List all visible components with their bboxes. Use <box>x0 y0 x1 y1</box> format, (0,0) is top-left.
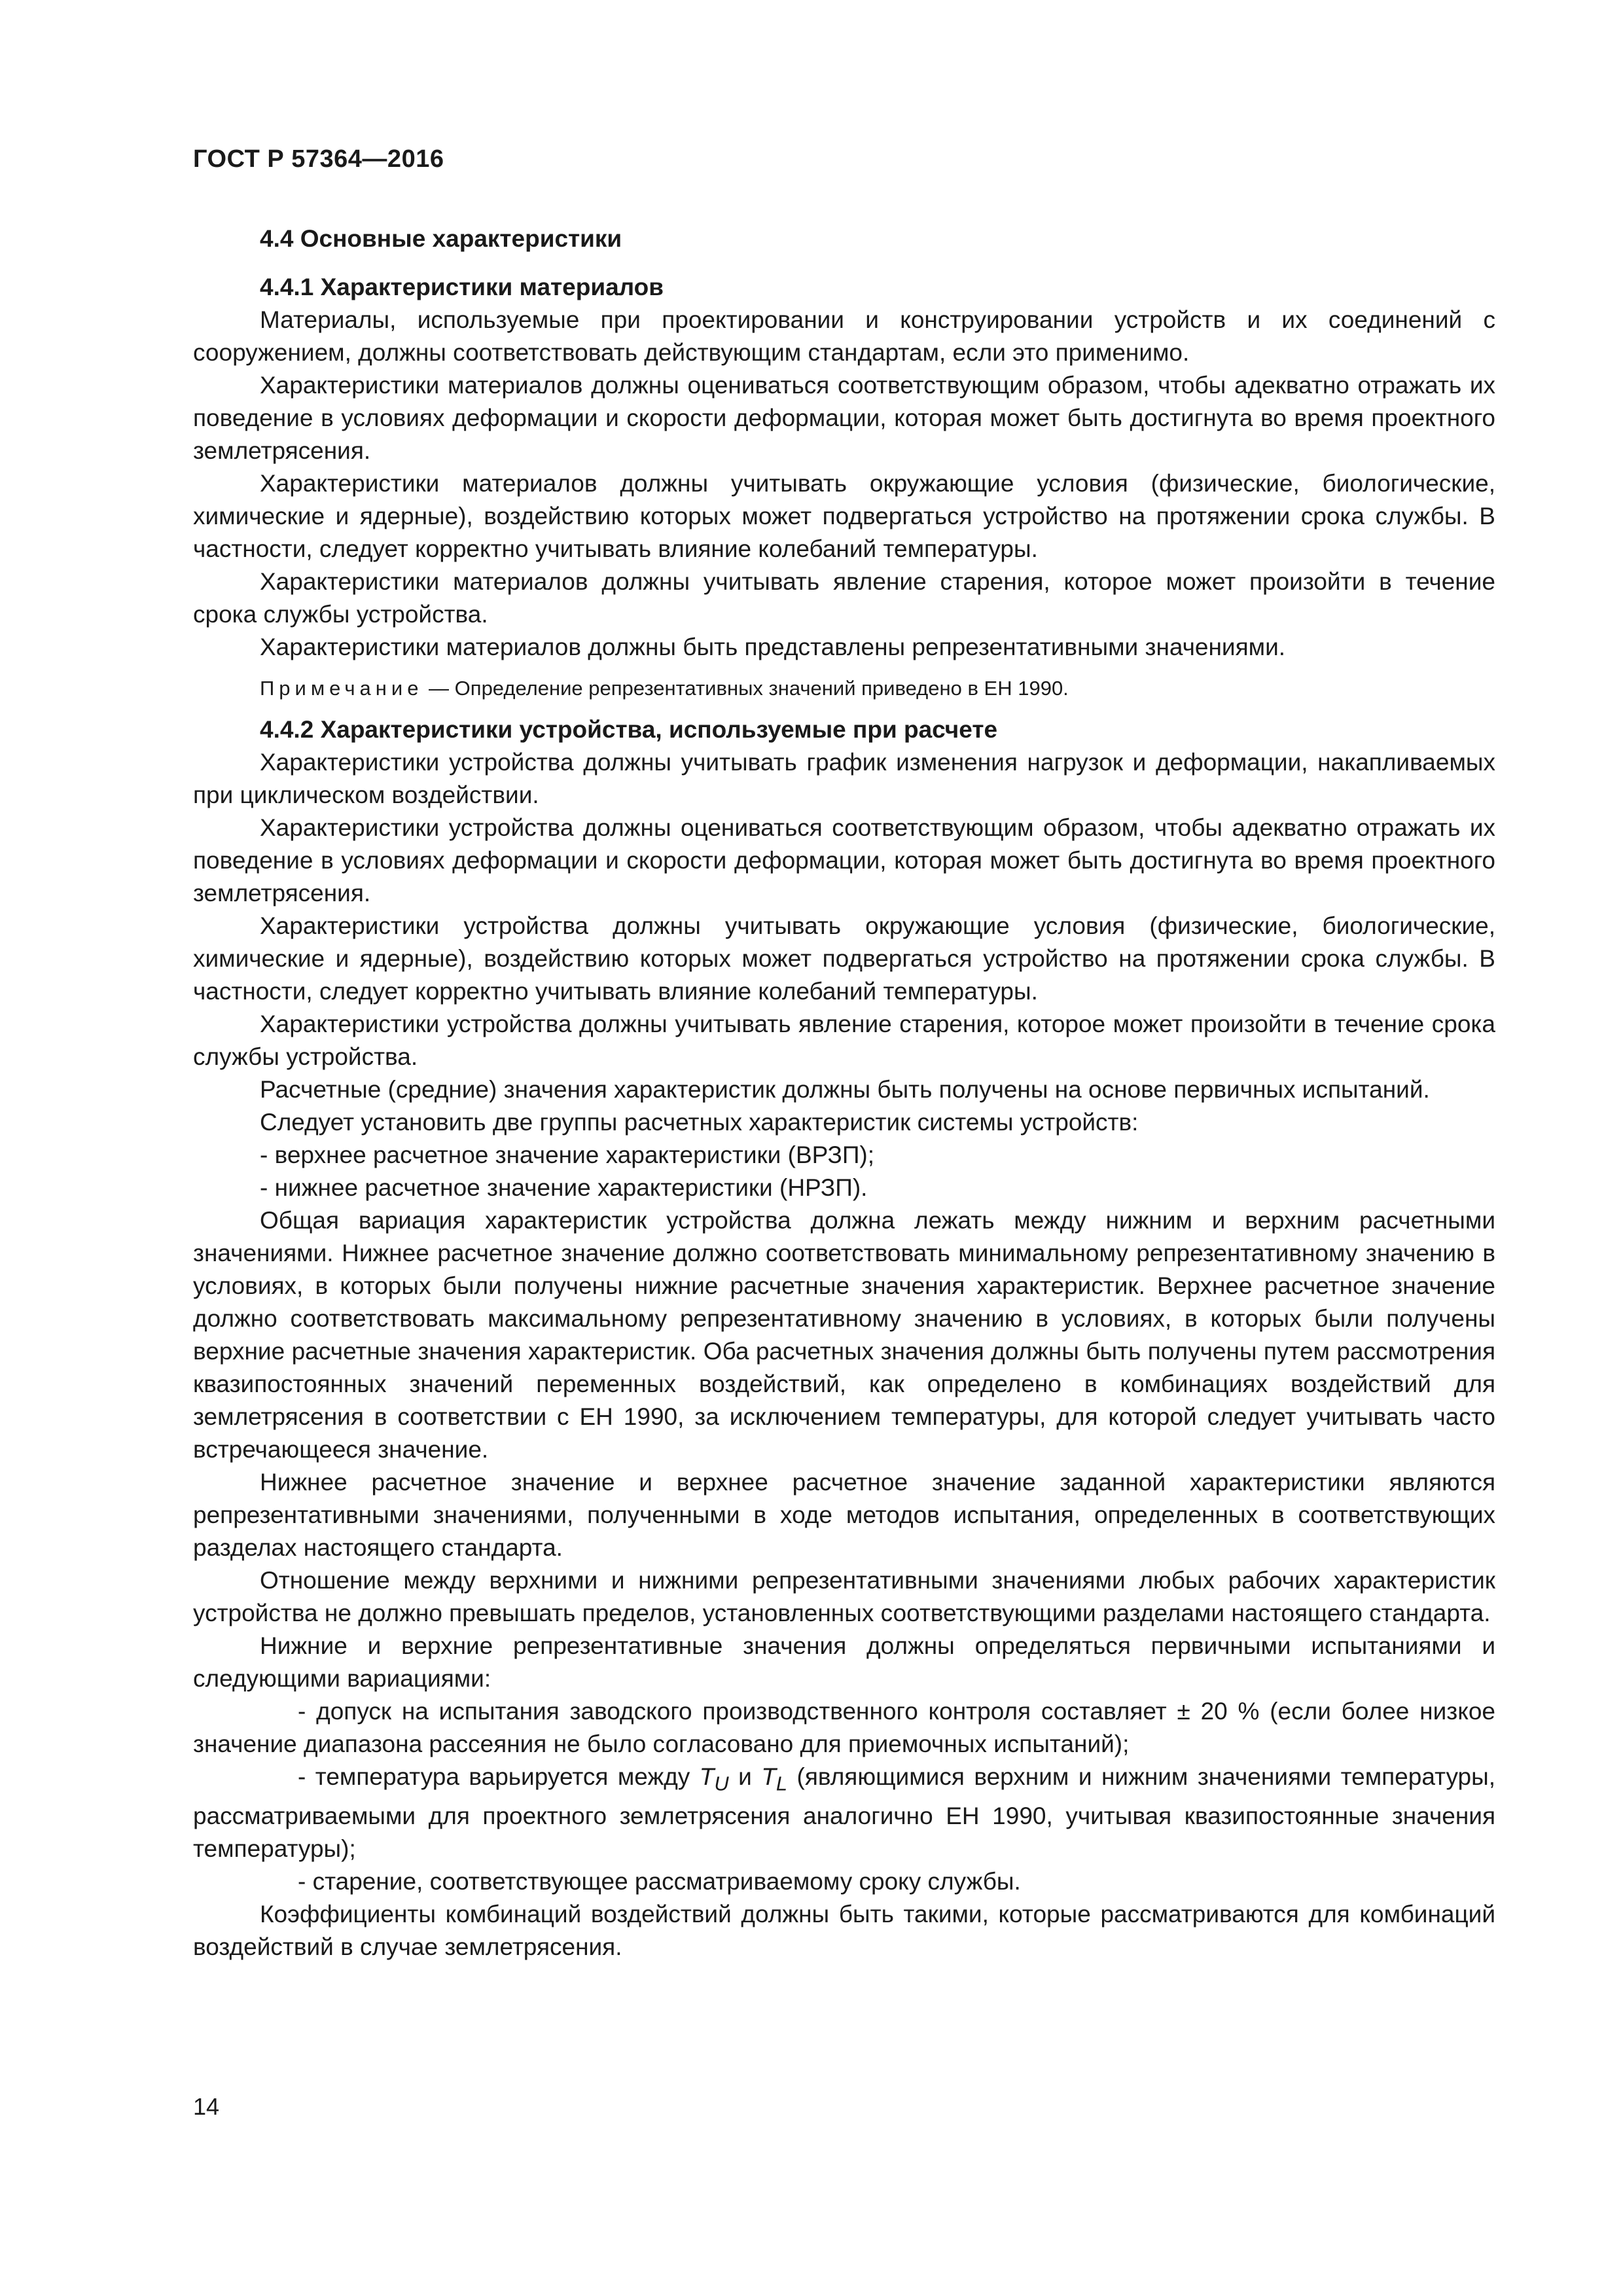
paragraph: Общая вариация характеристик устройства должна лежать между нижним и верхним расчетными значениями. Нижнее расчетное значение должно соответствовать минимальному репрезентативному значению в условиях, в которых были получены нижние расчетные значения характеристик. Верхнее расчетное значение должно соответствовать максимальному репрезентативному значению в условиях, в которых были получены верхние расчетные значения характеристик. Оба расчетных значения должны быть получены путем рассмотрения квазипостоянных значений переменных воздействий, как определено в комбинациях воздействий для землетрясения в соответствии с ЕН 1990, за исключением температуры, для которой следует учитывать часто встречающееся значение. <box>193 1207 1495 1463</box>
paragraph: Коэффициенты комбинаций воздействий должны быть такими, которые рассматриваются для комбинаций воздействий в случае землетрясения. <box>193 1901 1495 1961</box>
note <box>193 673 1495 704</box>
list-item-text: и <box>728 1763 762 1790</box>
paragraph: Нижнее расчетное значение и верхнее расчетное значение заданной характеристики являются репрезентативными значениями, полученными в ходе методов испытания, определенных в соответствующих разделах настоящего стандарта. <box>193 1469 1495 1561</box>
variable-subscript: L <box>776 1772 788 1795</box>
document-code-header: ГОСТ Р 57364—2016 <box>193 145 444 173</box>
subsection-title-device: 4.4.2 Характеристики устройства, используемые при расчете <box>260 716 998 743</box>
variable-t-upper <box>699 1763 729 1795</box>
paragraph: Расчетные (средние) значения характеристик должны быть получены на основе первичных испытаний. <box>260 1076 1430 1103</box>
note-label: Примечание <box>260 677 423 700</box>
list-item-text: (являющимися верхним и нижним значениями температуры, рассматриваемыми для проектного землетрясения аналогично ЕН 1990, учитывая квазипостоянные значения температуры); <box>193 1763 1495 1863</box>
paragraph: Характеристики материалов должны учитывать явление старения, которое может произойти в течение срока службы устройства. <box>193 568 1495 628</box>
paragraph: Отношение между верхними и нижними репрезентативными значениями любых рабочих характеристик устройства не должно превышать пределов, установленных соответствующими разделами настоящего стандарта. <box>193 1567 1495 1626</box>
list-item: - допуск на испытания заводского производственного контроля составляет ± 20 % (если более низкое значение диапазона рассеяния не было согласовано для приемочных испытаний); <box>193 1698 1495 1757</box>
paragraph: Характеристики устройства должны учитывать явление старения, которое может произойти в течение срока службы устройства. <box>193 1011 1495 1070</box>
paragraph: Характеристики устройства должны учитывать окружающие условия (физические, биологические, химические и ядерные), воздействию которых может подвергаться устройство на протяжении срока службы. В частности, следует корректно учитывать влияние колебаний температуры. <box>193 912 1495 1005</box>
note-text: — Определение репрезентативных значений приведено в ЕН 1990. <box>423 677 1069 700</box>
paragraph: Характеристики устройства должны оцениваться соответствующим образом, чтобы адекватно отражать их поведение в условиях деформации и скорости деформации, которая может быть достигнута во время проектного землетрясения. <box>193 814 1495 906</box>
list-item-text: - температура варьируется между <box>298 1763 700 1790</box>
paragraph: Следует установить две группы расчетных характеристик системы устройств: <box>260 1109 1139 1136</box>
paragraph: Характеристики материалов должны учитывать окружающие условия (физические, биологические, химические и ядерные), воздействию которых может подвергаться устройство на протяжении срока службы. В частности, следует корректно учитывать влияние колебаний температуры. <box>193 470 1495 562</box>
paragraph: Материалы, используемые при проектировании и конструировании устройств и их соединений с сооружением, должны соответствовать действующим стандартам, если это применимо. <box>193 306 1495 366</box>
variable-letter: T <box>699 1763 715 1790</box>
paragraph: Характеристики материалов должны быть представлены репрезентативными значениями. <box>260 634 1286 660</box>
variable-letter: T <box>761 1763 776 1790</box>
document-body <box>193 223 1495 1964</box>
variable-subscript: U <box>714 1772 729 1795</box>
list-item: - верхнее расчетное значение характеристики (ВРЗП); <box>260 1141 875 1168</box>
section-title: 4.4 Основные характеристики <box>260 225 622 252</box>
subsection-title-materials: 4.4.1 Характеристики материалов <box>260 274 664 300</box>
list-item-temperature <box>193 1761 1495 1865</box>
variable-t-lower <box>761 1763 788 1795</box>
list-item: - нижнее расчетное значение характеристики (НРЗП). <box>260 1174 868 1201</box>
page-number: 14 <box>193 2093 220 2120</box>
paragraph: Характеристики устройства должны учитывать график изменения нагрузок и деформации, накапливаемых при циклическом воздействии. <box>193 749 1495 808</box>
paragraph: Характеристики материалов должны оцениваться соответствующим образом, чтобы адекватно отражать их поведение в условиях деформации и скорости деформации, которая может быть достигнута во время проектного землетрясения. <box>193 372 1495 464</box>
paragraph: Нижние и верхние репрезентативные значения должны определяться первичными испытаниями и следующими вариациями: <box>193 1632 1495 1692</box>
list-item: - старение, соответствующее рассматриваемому сроку службы. <box>298 1868 1021 1895</box>
